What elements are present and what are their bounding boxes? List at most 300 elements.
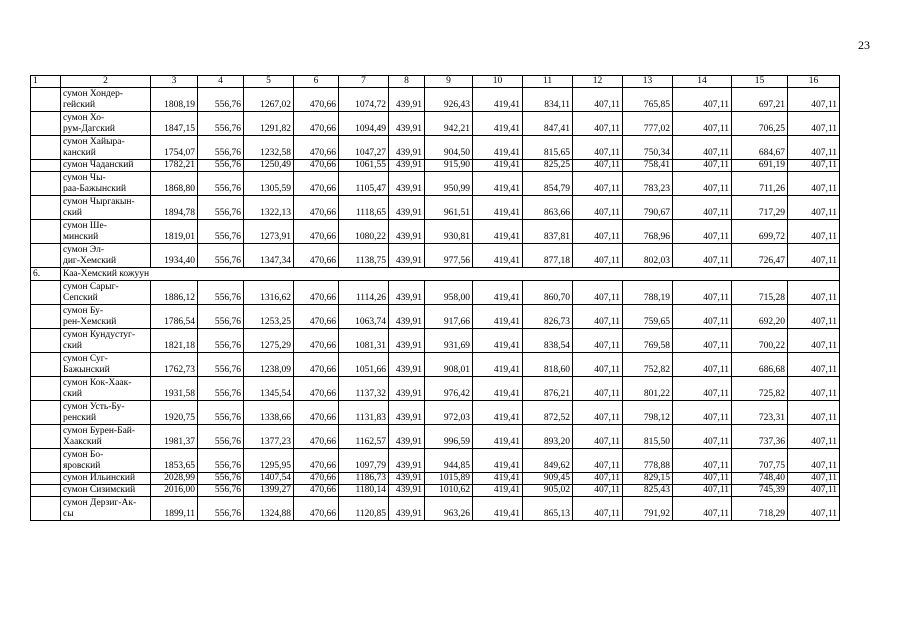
row-index — [31, 449, 61, 473]
cell-value: 556,76 — [198, 497, 244, 521]
cell-value: 1322,13 — [244, 196, 294, 220]
table-row — [31, 196, 840, 220]
cell-value: 407,11 — [673, 497, 732, 521]
cell-value: 977,56 — [425, 244, 473, 268]
row-name: сумон Суг- Бажынский — [61, 353, 151, 377]
row-index — [31, 220, 61, 244]
cell-value: 802,03 — [623, 244, 673, 268]
cell-value: 1291,82 — [244, 112, 294, 136]
cell-value: 407,11 — [788, 88, 840, 112]
cell-value: 407,11 — [673, 160, 732, 172]
table-row — [31, 353, 840, 377]
cell-value: 778,88 — [623, 449, 673, 473]
column-header: 16 — [788, 76, 840, 88]
cell-value: 419,41 — [473, 136, 523, 160]
cell-value: 556,76 — [198, 172, 244, 196]
cell-value: 407,11 — [788, 353, 840, 377]
row-index — [31, 136, 61, 160]
cell-value: 826,73 — [523, 305, 573, 329]
cell-value: 931,69 — [425, 329, 473, 353]
cell-value: 1868,80 — [151, 172, 198, 196]
table-row — [31, 88, 840, 112]
cell-value: 944,85 — [425, 449, 473, 473]
cell-value: 407,11 — [573, 220, 623, 244]
cell-value: 1305,59 — [244, 172, 294, 196]
cell-value: 893,20 — [523, 425, 573, 449]
cell-value: 556,76 — [198, 377, 244, 401]
cell-value: 815,65 — [523, 136, 573, 160]
column-header: 7 — [339, 76, 389, 88]
table-row — [31, 449, 840, 473]
cell-value: 717,29 — [732, 196, 788, 220]
row-name: сумон Усть-Бу- ренский — [61, 401, 151, 425]
row-index — [31, 329, 61, 353]
cell-value: 407,11 — [573, 329, 623, 353]
cell-value: 407,11 — [573, 305, 623, 329]
row-name: сумон Хайыра- канский — [61, 136, 151, 160]
cell-value: 439,91 — [389, 281, 425, 305]
cell-value: 439,91 — [389, 401, 425, 425]
cell-value: 769,58 — [623, 329, 673, 353]
cell-value: 1338,66 — [244, 401, 294, 425]
cell-value: 470,66 — [294, 88, 339, 112]
cell-value: 407,11 — [573, 425, 623, 449]
cell-value: 407,11 — [788, 160, 840, 172]
cell-value: 407,11 — [788, 244, 840, 268]
cell-value: 904,50 — [425, 136, 473, 160]
cell-value: 909,45 — [523, 473, 573, 485]
cell-value: 407,11 — [788, 401, 840, 425]
cell-value: 556,76 — [198, 449, 244, 473]
cell-value: 407,11 — [788, 136, 840, 160]
cell-value: 439,91 — [389, 449, 425, 473]
page-number: 23 — [858, 38, 870, 52]
cell-value: 556,76 — [198, 136, 244, 160]
cell-value: 439,91 — [389, 244, 425, 268]
cell-value: 2028,99 — [151, 473, 198, 485]
cell-value: 407,11 — [673, 244, 732, 268]
cell-value: 407,11 — [573, 497, 623, 521]
cell-value: 419,41 — [473, 473, 523, 485]
cell-value: 1377,23 — [244, 425, 294, 449]
cell-value: 1786,54 — [151, 305, 198, 329]
cell-value: 407,11 — [788, 172, 840, 196]
cell-value: 1347,34 — [244, 244, 294, 268]
table-row — [31, 172, 840, 196]
cell-value: 407,11 — [573, 353, 623, 377]
cell-value: 815,50 — [623, 425, 673, 449]
cell-value: 1899,11 — [151, 497, 198, 521]
cell-value: 825,25 — [523, 160, 573, 172]
cell-value: 930,81 — [425, 220, 473, 244]
cell-value: 419,41 — [473, 196, 523, 220]
cell-value: 556,76 — [198, 88, 244, 112]
cell-value: 917,66 — [425, 305, 473, 329]
cell-value: 1273,91 — [244, 220, 294, 244]
tariff-table — [30, 75, 840, 521]
cell-value: 1275,29 — [244, 329, 294, 353]
cell-value: 556,76 — [198, 281, 244, 305]
table-row — [31, 244, 840, 268]
cell-value: 556,76 — [198, 485, 244, 497]
cell-value: 837,81 — [523, 220, 573, 244]
row-index — [31, 353, 61, 377]
cell-value: 1051,66 — [339, 353, 389, 377]
cell-value: 407,11 — [673, 485, 732, 497]
cell-value: 1324,88 — [244, 497, 294, 521]
column-header: 5 — [244, 76, 294, 88]
cell-value: 726,47 — [732, 244, 788, 268]
cell-value: 915,90 — [425, 160, 473, 172]
cell-value: 863,66 — [523, 196, 573, 220]
column-header: 11 — [523, 76, 573, 88]
cell-value: 407,11 — [573, 172, 623, 196]
cell-value: 963,26 — [425, 497, 473, 521]
cell-value: 470,66 — [294, 401, 339, 425]
cell-value: 407,11 — [673, 473, 732, 485]
cell-value: 758,41 — [623, 160, 673, 172]
row-index: 6. — [31, 268, 61, 281]
cell-value: 470,66 — [294, 160, 339, 172]
cell-value: 1345,54 — [244, 377, 294, 401]
column-header: 15 — [732, 76, 788, 88]
row-index — [31, 401, 61, 425]
cell-value: 958,00 — [425, 281, 473, 305]
cell-value: 470,66 — [294, 136, 339, 160]
table-row — [31, 220, 840, 244]
cell-value: 926,43 — [425, 88, 473, 112]
row-name: сумон Эл- диг-Хемский — [61, 244, 151, 268]
cell-value: 556,76 — [198, 353, 244, 377]
cell-value: 1295,95 — [244, 449, 294, 473]
row-index — [31, 377, 61, 401]
cell-value: 419,41 — [473, 220, 523, 244]
cell-value: 996,59 — [425, 425, 473, 449]
cell-value: 419,41 — [473, 88, 523, 112]
cell-value: 1118,65 — [339, 196, 389, 220]
cell-value: 407,11 — [673, 220, 732, 244]
column-header: 8 — [389, 76, 425, 88]
table-row — [31, 305, 840, 329]
row-index — [31, 305, 61, 329]
cell-value: 1407,54 — [244, 473, 294, 485]
cell-value: 791,92 — [623, 497, 673, 521]
cell-value: 790,67 — [623, 196, 673, 220]
cell-value: 470,66 — [294, 172, 339, 196]
column-header: 10 — [473, 76, 523, 88]
cell-value: 748,40 — [732, 473, 788, 485]
row-name: сумон Чыргакын- ский — [61, 196, 151, 220]
cell-value: 407,11 — [788, 305, 840, 329]
cell-value: 407,11 — [673, 377, 732, 401]
cell-value: 470,66 — [294, 220, 339, 244]
cell-value: 470,66 — [294, 305, 339, 329]
column-header: 1 — [31, 76, 61, 88]
cell-value: 470,66 — [294, 353, 339, 377]
cell-value: 407,11 — [573, 377, 623, 401]
cell-value: 1253,25 — [244, 305, 294, 329]
cell-value: 419,41 — [473, 112, 523, 136]
cell-value: 865,13 — [523, 497, 573, 521]
cell-value: 470,66 — [294, 425, 339, 449]
cell-value: 556,76 — [198, 329, 244, 353]
cell-value: 439,91 — [389, 377, 425, 401]
cell-value: 407,11 — [573, 473, 623, 485]
cell-value: 439,91 — [389, 329, 425, 353]
cell-value: 556,76 — [198, 305, 244, 329]
cell-value: 407,11 — [788, 497, 840, 521]
cell-value: 849,62 — [523, 449, 573, 473]
cell-value: 439,91 — [389, 485, 425, 497]
cell-value: 556,76 — [198, 244, 244, 268]
cell-value: 1080,22 — [339, 220, 389, 244]
row-index — [31, 473, 61, 485]
cell-value: 470,66 — [294, 112, 339, 136]
row-name: сумон Сарыг- Сепский — [61, 281, 151, 305]
cell-value: 711,26 — [732, 172, 788, 196]
table-row — [31, 112, 840, 136]
cell-value: 407,11 — [673, 172, 732, 196]
cell-value: 407,11 — [673, 449, 732, 473]
cell-value: 1137,32 — [339, 377, 389, 401]
cell-value: 407,11 — [573, 160, 623, 172]
cell-value: 407,11 — [788, 220, 840, 244]
table-row — [31, 401, 840, 425]
cell-value: 407,11 — [573, 88, 623, 112]
cell-value: 407,11 — [788, 473, 840, 485]
cell-value: 1015,89 — [425, 473, 473, 485]
cell-value: 1754,07 — [151, 136, 198, 160]
cell-value: 439,91 — [389, 196, 425, 220]
cell-value: 419,41 — [473, 497, 523, 521]
cell-value: 976,42 — [425, 377, 473, 401]
cell-value: 439,91 — [389, 353, 425, 377]
cell-value: 419,41 — [473, 281, 523, 305]
cell-value: 1981,37 — [151, 425, 198, 449]
cell-value: 1267,02 — [244, 88, 294, 112]
cell-value: 788,19 — [623, 281, 673, 305]
row-name: Каа-Хемский кожуун — [61, 268, 840, 281]
cell-value: 1105,47 — [339, 172, 389, 196]
cell-value: 407,11 — [573, 196, 623, 220]
cell-value: 407,11 — [673, 425, 732, 449]
row-name: сумон Хо- рум-Дагский — [61, 112, 151, 136]
cell-value: 684,67 — [732, 136, 788, 160]
column-header: 9 — [425, 76, 473, 88]
table-row — [31, 473, 840, 485]
cell-value: 439,91 — [389, 497, 425, 521]
cell-value: 1238,09 — [244, 353, 294, 377]
cell-value: 1819,01 — [151, 220, 198, 244]
cell-value: 860,70 — [523, 281, 573, 305]
cell-value: 407,11 — [673, 88, 732, 112]
cell-value: 1074,72 — [339, 88, 389, 112]
cell-value: 1920,75 — [151, 401, 198, 425]
cell-value: 439,91 — [389, 88, 425, 112]
row-index — [31, 196, 61, 220]
cell-value: 905,02 — [523, 485, 573, 497]
cell-value: 407,11 — [673, 401, 732, 425]
row-name: сумон Дерзиг-Ак- сы — [61, 497, 151, 521]
cell-value: 1886,12 — [151, 281, 198, 305]
table-row — [31, 136, 840, 160]
cell-value: 818,60 — [523, 353, 573, 377]
cell-value: 961,51 — [425, 196, 473, 220]
column-header: 6 — [294, 76, 339, 88]
row-name: сумон Кок-Хаак- ский — [61, 377, 151, 401]
cell-value: 419,41 — [473, 377, 523, 401]
cell-value: 1232,58 — [244, 136, 294, 160]
column-header: 4 — [198, 76, 244, 88]
row-index — [31, 244, 61, 268]
cell-value: 439,91 — [389, 220, 425, 244]
row-name: сумон Сизимский — [61, 485, 151, 497]
cell-value: 407,11 — [788, 196, 840, 220]
cell-value: 407,11 — [788, 425, 840, 449]
row-name: сумон Ильинский — [61, 473, 151, 485]
cell-value: 407,11 — [573, 244, 623, 268]
cell-value: 829,15 — [623, 473, 673, 485]
cell-value: 1094,49 — [339, 112, 389, 136]
cell-value: 706,25 — [732, 112, 788, 136]
cell-value: 1250,49 — [244, 160, 294, 172]
cell-value: 972,03 — [425, 401, 473, 425]
row-index — [31, 497, 61, 521]
cell-value: 407,11 — [788, 112, 840, 136]
cell-value: 419,41 — [473, 329, 523, 353]
cell-value: 439,91 — [389, 136, 425, 160]
cell-value: 439,91 — [389, 172, 425, 196]
cell-value: 439,91 — [389, 473, 425, 485]
cell-value: 768,96 — [623, 220, 673, 244]
cell-value: 407,11 — [673, 196, 732, 220]
cell-value: 783,23 — [623, 172, 673, 196]
cell-value: 470,66 — [294, 377, 339, 401]
cell-value: 707,75 — [732, 449, 788, 473]
row-name: сумон Хондер- гейский — [61, 88, 151, 112]
cell-value: 407,11 — [673, 305, 732, 329]
cell-value: 1131,83 — [339, 401, 389, 425]
cell-value: 407,11 — [573, 401, 623, 425]
row-index — [31, 281, 61, 305]
cell-value: 1186,73 — [339, 473, 389, 485]
cell-value: 419,41 — [473, 449, 523, 473]
cell-value: 1934,40 — [151, 244, 198, 268]
cell-value: 439,91 — [389, 112, 425, 136]
cell-value: 1782,21 — [151, 160, 198, 172]
cell-value: 470,66 — [294, 329, 339, 353]
cell-value: 699,72 — [732, 220, 788, 244]
cell-value: 470,66 — [294, 196, 339, 220]
table-row — [31, 160, 840, 172]
cell-value: 556,76 — [198, 220, 244, 244]
cell-value: 876,21 — [523, 377, 573, 401]
cell-value: 759,65 — [623, 305, 673, 329]
cell-value: 419,41 — [473, 401, 523, 425]
cell-value: 1180,14 — [339, 485, 389, 497]
cell-value: 1316,62 — [244, 281, 294, 305]
cell-value: 1097,79 — [339, 449, 389, 473]
cell-value: 692,20 — [732, 305, 788, 329]
cell-value: 686,68 — [732, 353, 788, 377]
cell-value: 752,82 — [623, 353, 673, 377]
cell-value: 556,76 — [198, 425, 244, 449]
cell-value: 1063,74 — [339, 305, 389, 329]
cell-value: 556,76 — [198, 401, 244, 425]
cell-value: 470,66 — [294, 281, 339, 305]
table-row — [31, 281, 840, 305]
cell-value: 1010,62 — [425, 485, 473, 497]
cell-value: 2016,00 — [151, 485, 198, 497]
cell-value: 419,41 — [473, 485, 523, 497]
column-header: 2 — [61, 76, 151, 88]
cell-value: 407,11 — [788, 329, 840, 353]
cell-value: 419,41 — [473, 244, 523, 268]
cell-value: 1853,65 — [151, 449, 198, 473]
region-row — [31, 268, 840, 281]
cell-value: 854,79 — [523, 172, 573, 196]
header-row — [31, 76, 840, 88]
column-header: 14 — [673, 76, 732, 88]
row-index — [31, 160, 61, 172]
cell-value: 556,76 — [198, 196, 244, 220]
cell-value: 1047,27 — [339, 136, 389, 160]
cell-value: 765,85 — [623, 88, 673, 112]
table-row — [31, 425, 840, 449]
cell-value: 750,34 — [623, 136, 673, 160]
cell-value: 439,91 — [389, 425, 425, 449]
row-name: сумон Бу- рен-Хемский — [61, 305, 151, 329]
cell-value: 723,31 — [732, 401, 788, 425]
cell-value: 1162,57 — [339, 425, 389, 449]
cell-value: 1847,15 — [151, 112, 198, 136]
cell-value: 872,52 — [523, 401, 573, 425]
cell-value: 834,11 — [523, 88, 573, 112]
cell-value: 556,76 — [198, 473, 244, 485]
column-header: 3 — [151, 76, 198, 88]
row-index — [31, 88, 61, 112]
cell-value: 419,41 — [473, 172, 523, 196]
cell-value: 407,11 — [573, 485, 623, 497]
cell-value: 1138,75 — [339, 244, 389, 268]
cell-value: 697,21 — [732, 88, 788, 112]
cell-value: 1081,31 — [339, 329, 389, 353]
cell-value: 1399,27 — [244, 485, 294, 497]
row-index — [31, 485, 61, 497]
cell-value: 407,11 — [673, 112, 732, 136]
row-name: сумон Чы- раа-Бажынский — [61, 172, 151, 196]
cell-value: 439,91 — [389, 160, 425, 172]
table-row — [31, 485, 840, 497]
cell-value: 419,41 — [473, 305, 523, 329]
cell-value: 556,76 — [198, 160, 244, 172]
table-row — [31, 377, 840, 401]
column-header: 13 — [623, 76, 673, 88]
cell-value: 950,99 — [425, 172, 473, 196]
cell-value: 407,11 — [573, 112, 623, 136]
cell-value: 838,54 — [523, 329, 573, 353]
cell-value: 407,11 — [788, 449, 840, 473]
cell-value: 877,18 — [523, 244, 573, 268]
cell-value: 908,01 — [425, 353, 473, 377]
cell-value: 777,02 — [623, 112, 673, 136]
row-name: сумон Бо- яровский — [61, 449, 151, 473]
cell-value: 725,82 — [732, 377, 788, 401]
cell-value: 439,91 — [389, 305, 425, 329]
cell-value: 407,11 — [788, 377, 840, 401]
cell-value: 407,11 — [673, 136, 732, 160]
row-name: сумон Бурен-Бай- Хаакский — [61, 425, 151, 449]
